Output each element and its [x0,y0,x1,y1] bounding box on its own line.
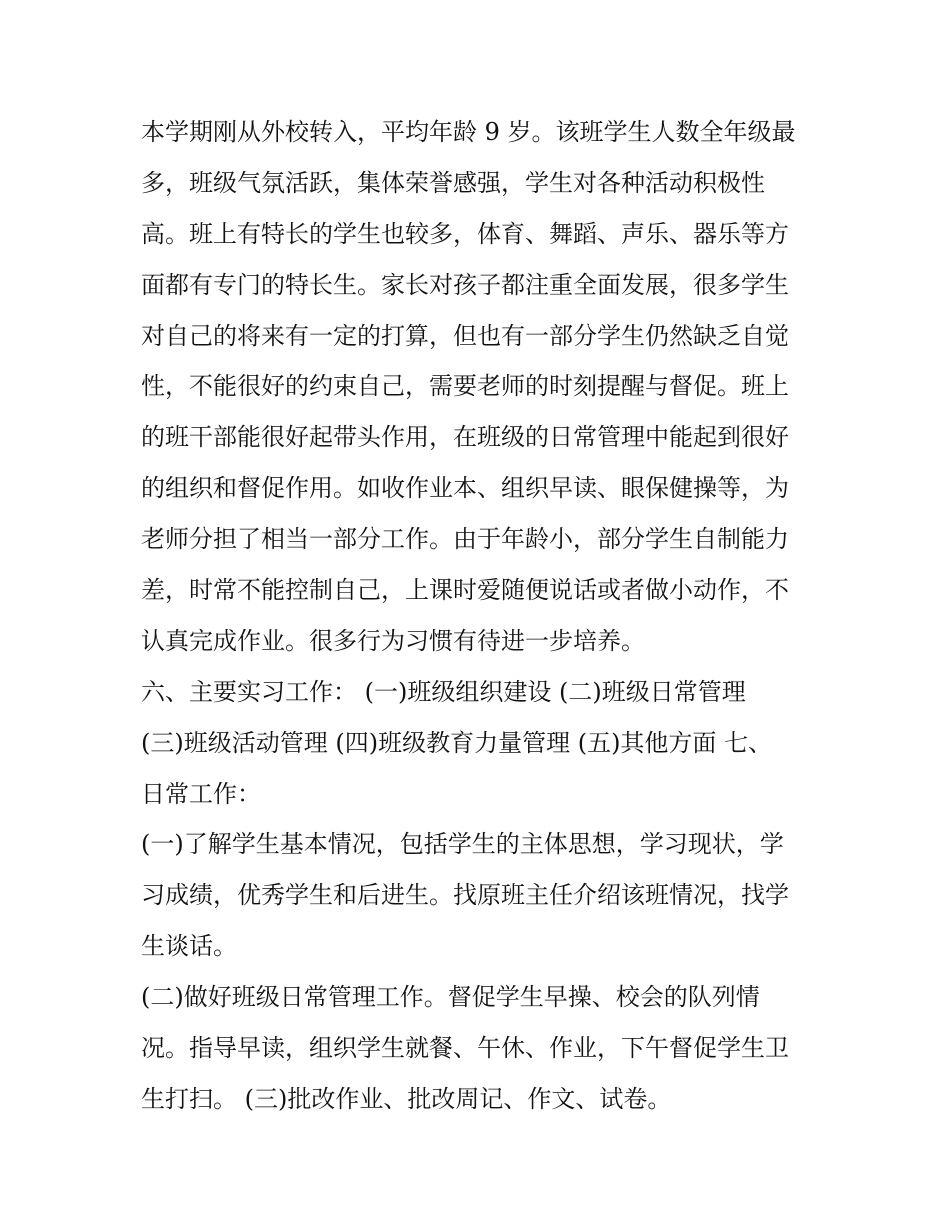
text-line: 性，不能很好的约束自己，需要老师的时刻提醒与督促。班上 [141,372,789,401]
text-line: 日常工作： [141,779,261,808]
text-line: 生打扫。 (三)批改作业、批改周记、作文、试卷。 [141,1084,672,1113]
text-line: 差，时常不能控制自己，上课时爱随便说话或者做小动作，不 [141,576,789,605]
text-line: (二)做好班级日常管理工作。督促学生早操、校会的队列情 [141,983,760,1012]
text-line: 高。班上有特长的学生也较多，体育、舞蹈、声乐、器乐等方 [141,219,789,248]
text-line: 面都有专门的特长生。家长对孩子都注重全面发展，很多学生 [141,270,789,299]
text-line: 认真完成作业。很多行为习惯有待进一步培养。 [141,626,645,655]
text-line: 的班干部能很好起带头作用，在班级的日常管理中能起到很好 [141,423,789,452]
text-line: 对自己的将来有一定的打算，但也有一部分学生仍然缺乏自觉 [141,321,789,350]
text-line: (一)了解学生基本情况，包括学生的主体思想，学习现状，学 [141,830,784,859]
text-line: 老师分担了相当一部分工作。由于年龄小，部分学生自制能力 [141,525,789,554]
text-line: 况。指导早读，组织学生就餐、午休、作业，下午督促学生卫 [141,1034,789,1063]
text-line: 多，班级气氛活跃，集体荣誉感强，学生对各种活动积极性 [141,168,765,197]
section-heading-line: 六、主要实习工作： (一)班级组织建设 (二)班级日常管理 [141,677,746,706]
text-line: 的组织和督促作用。如收作业本、组织早读、眼保健操等，为 [141,474,789,503]
document-body [141,107,821,1125]
text-line: 习成绩，优秀学生和后进生。找原班主任介绍该班情况，找学 [141,881,789,910]
text-line: (三)班级活动管理 (四)班级教育力量管理 (五)其他方面 七、 [141,728,773,757]
text-line: 生谈话。 [141,932,237,961]
text-line: 本学期刚从外校转入，平均年龄 9 岁。该班学生人数全年级最 [141,118,796,146]
